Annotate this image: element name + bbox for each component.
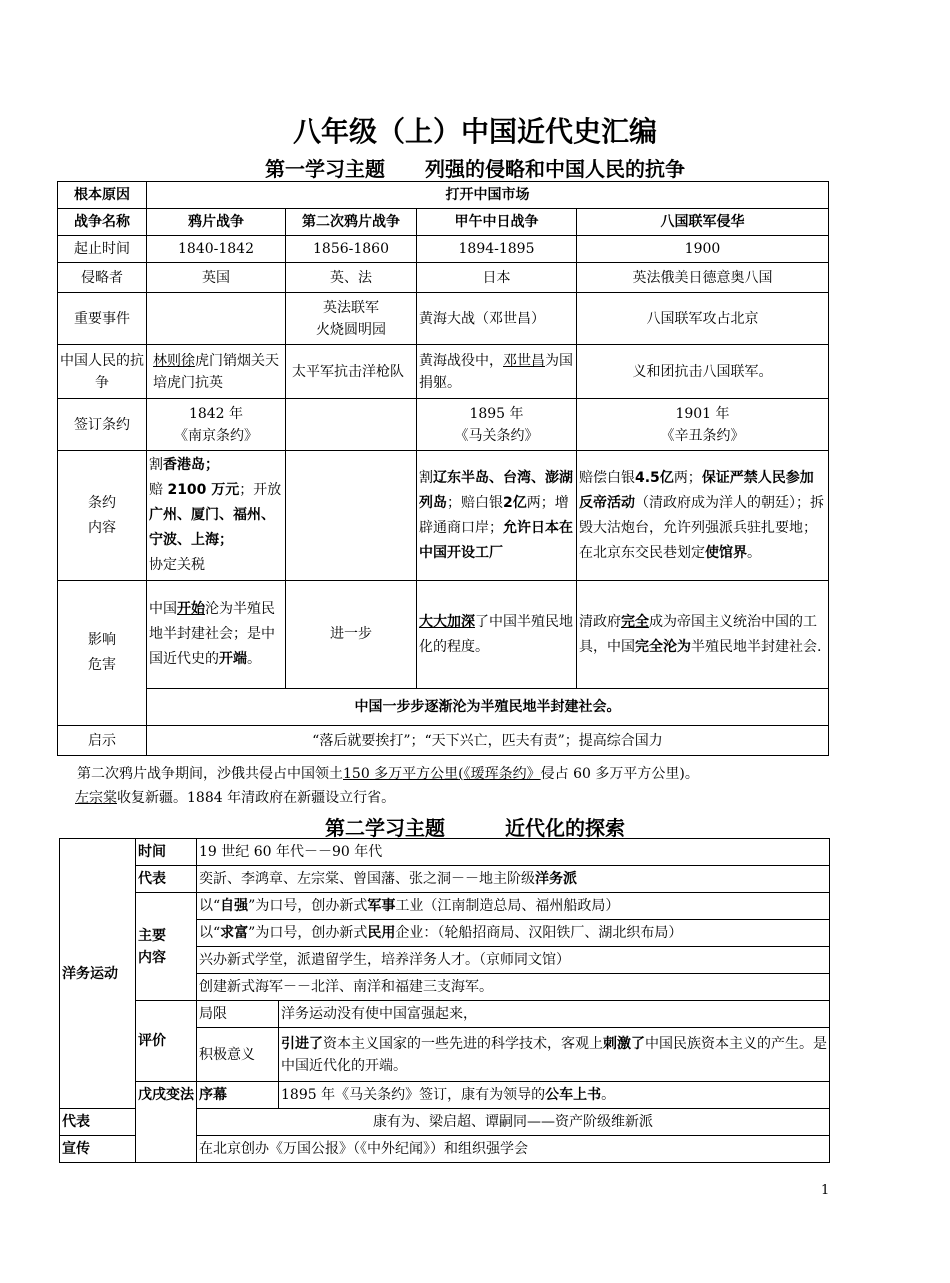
text: 公车上书 [545,1087,602,1103]
resistance-cell [417,345,577,399]
text: 。 [247,651,261,667]
text: 两；增辟通商口岸； [419,494,569,536]
page-title: 八年级（上）中国近代史汇编 [292,115,657,148]
text: 《瑷珲条约》 [463,766,541,782]
resistance-text: 虎门销烟关天培虎门抗英 [153,352,279,391]
events-label: 重要事件 [58,293,147,345]
limit-label: 局限 [197,1001,279,1028]
text: 半殖民地半封建社会. [691,638,822,655]
note-line-1 [77,763,857,785]
aggression-table [57,181,829,756]
wuxu-rep: 康有为、梁启超、谭嗣同——资产阶级维新派 [197,1109,830,1136]
text: 割 [419,469,433,486]
theme1-heading: 第一学习主题 列强的侵略和中国人民的抗争 [265,157,685,181]
text: 允许日本在中国开设工厂 [419,519,573,561]
eval-label: 评价 [136,1001,197,1082]
impact-sino-japanese [417,581,577,689]
event [147,293,286,345]
resistance-cell: 太平军抗击洋枪队 [286,345,417,399]
war-name: 八国联军侵华 [577,209,829,236]
content-label: 条约 内容 [58,451,147,581]
resistance-cell: 义和团抗击八国联军。 [577,345,829,399]
text: 150 多万平方公里 [343,766,459,782]
text: 军事 [367,898,396,914]
text: 开端 [219,651,247,667]
aggressor: 英国 [147,263,286,293]
propaganda-label: 宣传 [60,1136,136,1163]
lesson-label: 启示 [58,726,147,756]
person-name: 邓世昌 [503,352,545,369]
treaty-content-nanjing [147,451,286,581]
positive-label: 积极意义 [197,1028,279,1082]
text: 以“ [199,925,221,941]
impact-second-opium: 进一步 [286,581,417,689]
modernization-table [59,838,830,1163]
war-name: 鸦片战争 [147,209,286,236]
text: 引进了 [281,1035,323,1052]
period-label: 起止时间 [58,236,147,263]
wuxu-rep-label: 代表 [60,1109,136,1136]
resistance-text: 黄海战役中， [419,352,503,369]
war-name: 第二次鸦片战争 [286,209,417,236]
war-name: 甲午中日战争 [417,209,577,236]
text: 赔偿白银 [579,469,635,486]
aggressor: 英法俄美日德意奥八国 [577,263,829,293]
root-cause: 打开中国市场 [147,182,829,209]
event: 黄海大战（邓世昌） [417,293,577,345]
main-label: 主要 内容 [136,893,197,1001]
limit: 洋务运动没有使中国富强起来， [279,1001,830,1028]
text: 1895 年《马关条约》签订，康有为领导的 [281,1087,546,1103]
wuxu-label: 戊戌变法 [136,1082,197,1163]
main-item [197,893,830,920]
impact-label: 影响 危害 [58,581,147,726]
text: 2100 万元 [167,482,240,498]
text: ”为口号，创办新式 [248,925,368,941]
text: ；开放 [239,482,282,498]
main-item [197,920,830,947]
root-cause-label: 根本原因 [58,182,147,209]
text: 以“ [199,898,221,914]
main-item: 兴办新式学堂，派遣留学生，培养洋务人才。（京师同文馆） [197,947,830,974]
text: ”为口号，创办新式 [248,898,368,914]
text: ( [458,766,464,782]
text: 使馆界 [705,544,747,561]
text: 收复新疆。1884 年清政府在新疆设立行省。 [117,790,396,806]
treaty-label: 签订条约 [58,399,147,451]
period: 1856-1860 [286,236,417,263]
rep-label: 代表 [136,866,197,893]
resistance-cell [147,345,286,399]
text: 2亿 [503,494,527,511]
event: 八国联军攻占北京 [577,293,829,345]
text: 奕訢、李鸿章、左宗棠、曾国藩、张之洞－－地主阶级 [199,871,535,887]
resistance-label: 中国人民的抗争 [58,345,147,399]
lesson: “落后就要挨打”；“天下兴亡，匹夫有责”；提高综合国力 [147,726,829,756]
main-item: 创建新式海军－－北洋、南洋和福建三支海军。 [197,974,830,1001]
text: 了中国半殖民地化的程度。 [419,613,573,655]
propaganda: 在北京创办《万国公报》（《中外纪闻》）和组织强学会 [197,1136,830,1163]
text: 完全 [621,613,649,630]
text: 两； [673,469,702,486]
text: 中国民族资本主义的产生。是中国近代化的开端。 [281,1035,827,1074]
text: 协定关税 [149,557,205,573]
war-name-label: 战争名称 [58,209,147,236]
text: 割 [149,457,163,473]
resistance-text: 为国捐躯。 [419,352,573,391]
period: 1840-1842 [147,236,286,263]
treaty: 1901 年 《辛丑条约》 [577,399,829,451]
text: 沦为半殖民地半封建社会；是中国近代史的 [149,601,275,667]
text: 辽东半岛、台湾、澎湖列岛 [419,469,573,511]
text: 。 [747,544,761,561]
text: 香港岛； [163,457,219,473]
text: 4.5亿 [635,469,674,486]
period: 1894-1895 [417,236,577,263]
impact-opium [147,581,286,689]
treaty: 1842 年 《南京条约》 [147,399,286,451]
rep [197,866,830,893]
text: 企业：（轮船招商局、汉阳铁厂、湖北织布局） [395,925,683,941]
text: 赔 [149,482,168,498]
aggressor: 日本 [417,263,577,293]
text: 洋务派 [535,871,577,887]
note-line-2 [75,787,855,809]
page-number: 1 [821,1183,830,1198]
text: 左宗棠 [75,790,117,806]
aggressor: 英、法 [286,263,417,293]
treaty-content-empty [286,451,417,581]
text: 求富 [220,925,249,941]
treaty: 1895 年 《马关条约》 [417,399,577,451]
text: 刺激了 [603,1035,645,1052]
text: 资本主义国家的一些先进的科学技术，客观上 [323,1035,603,1052]
time-label: 时间 [136,839,197,866]
event: 英法联军 火烧圆明园 [286,293,417,345]
text: 保证严禁人民参加反帝活动 [579,469,814,511]
text: 第二次鸦片战争期间，沙俄共侵占中国领土 [77,766,343,782]
text: 清政府 [579,613,621,630]
text: 大大加深 [419,613,475,630]
treaty-empty [286,399,417,451]
text: 工业（江南制造总局、福州船政局） [395,898,620,914]
treaty-content-xinchou [577,451,829,581]
text: 中国 [149,601,177,617]
aggressor-label: 侵略者 [58,263,147,293]
positive [279,1028,830,1082]
text: （清政府成为洋人的朝廷）；拆毁大沽炮台，允许列强派兵驻扎要地；在北京东交民巷划定 [579,494,824,561]
text: 广州、厦门、福州、宁波、上海； [149,507,275,548]
prelude-label: 序幕 [197,1082,279,1109]
person-name: 林则徐 [153,352,195,369]
text: 民用 [367,925,396,941]
text: 完全沦为 [635,638,691,655]
impact-eight-nation [577,581,829,689]
text: 成为帝国主义统治中国的工具，中国 [579,613,817,655]
text: 。 [601,1087,616,1103]
period: 1900 [577,236,829,263]
theme2-heading: 第二学习主题 近代化的探索 [325,816,625,840]
time: 19 世纪 60 年代－－90 年代 [197,839,830,866]
impact-summary: 中国一步步逐渐沦为半殖民地半封建社会。 [147,689,829,726]
treaty-content-maguan [417,451,577,581]
yangwu-label: 洋务运动 [60,839,136,1109]
text: ；赔白银 [447,494,503,511]
text: 侵占 60 多万平方公里)。 [540,766,699,782]
prelude [279,1082,830,1109]
text: 开始 [177,601,205,617]
text: 自强 [220,898,249,914]
